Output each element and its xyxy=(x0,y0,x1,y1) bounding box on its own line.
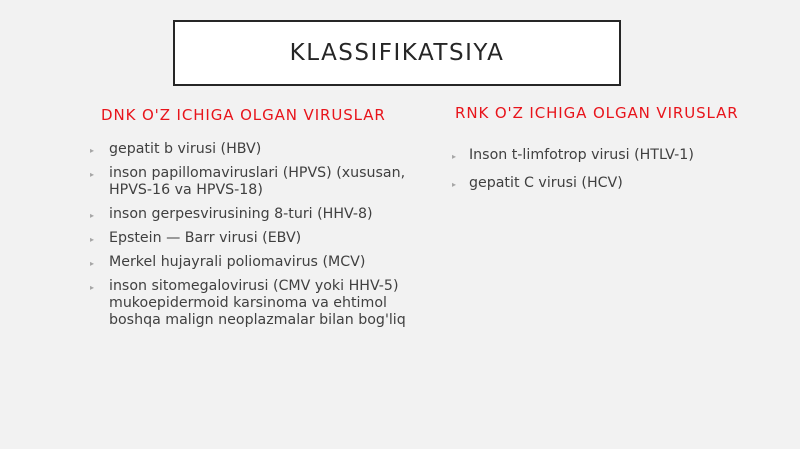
list-item xyxy=(90,141,420,158)
dna-viruses-heading: DNK O'Z ICHIGA OLGAN VIRUSLAR xyxy=(101,106,386,124)
list-item xyxy=(90,254,420,271)
dna-virus-list xyxy=(90,141,420,336)
triangle-right-icon: ▸ xyxy=(452,152,457,161)
triangle-right-icon: ▸ xyxy=(90,283,95,292)
list-item xyxy=(90,230,420,247)
triangle-right-icon: ▸ xyxy=(90,146,95,155)
triangle-right-icon: ▸ xyxy=(90,211,95,220)
list-item xyxy=(90,165,420,199)
list-item-text: gepatit b virusi (HBV) xyxy=(109,141,262,157)
list-item xyxy=(452,175,782,192)
rna-virus-list xyxy=(452,147,782,203)
list-item xyxy=(452,147,782,164)
list-item xyxy=(90,206,420,223)
list-item-text: gepatit C virusi (HCV) xyxy=(469,175,623,191)
list-item xyxy=(90,278,420,329)
title-box xyxy=(173,20,621,86)
triangle-right-icon: ▸ xyxy=(90,259,95,268)
triangle-right-icon: ▸ xyxy=(90,170,95,179)
list-item-text: Epstein — Barr virusi (EBV) xyxy=(109,230,302,246)
slide-title: KLASSIFIKATSIYA xyxy=(289,40,505,66)
list-item-text: inson sitomegalovirusi (CMV yoki HHV-5) mukoepidermoid karsinoma va ehtimol boshqa malign neoplazmalar bilan bog'liq xyxy=(109,278,406,328)
list-item-text: inson papillomaviruslari (HPVS) (xususan, HPVS-16 va HPVS-18) xyxy=(109,165,406,198)
list-item-text: Inson t-limfotrop virusi (HTLV-1) xyxy=(469,147,694,163)
triangle-right-icon: ▸ xyxy=(452,180,457,189)
triangle-right-icon: ▸ xyxy=(90,235,95,244)
rna-viruses-heading: RNK O'Z ICHIGA OLGAN VIRUSLAR xyxy=(455,104,739,122)
list-item-text: inson gerpesvirusining 8-turi (HHV-8) xyxy=(109,206,373,222)
list-item-text: Merkel hujayrali poliomavirus (MCV) xyxy=(109,254,366,270)
